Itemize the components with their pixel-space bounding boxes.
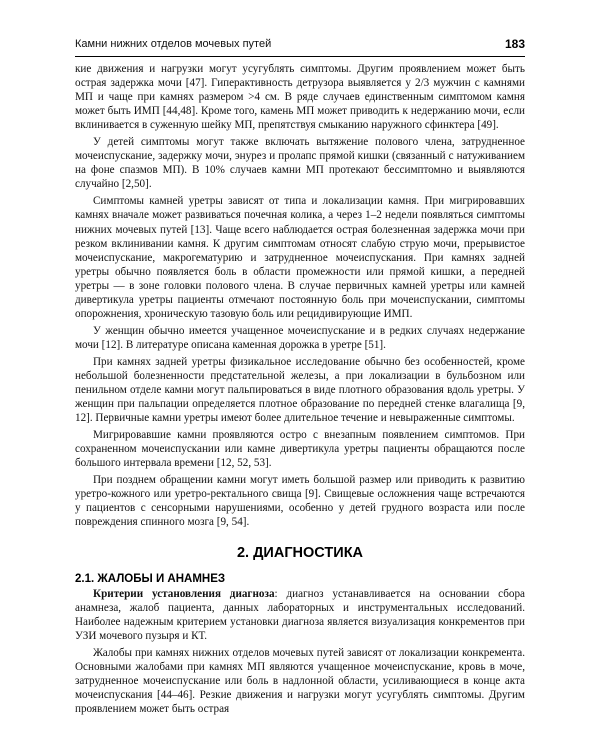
body-paragraph: При позднем обращении камни могут иметь большой размер или приводить к развитию уретро-кожного или уретро-ректального свища [9]. Свищевые осложнения чаще встречаются у пациентов с сенсорными нарушениями, особенно у детей грудного возраста или после повреждения спинного мозга [9, 54]. [75, 474, 525, 529]
body-paragraph: У детей симптомы могут также включать вытяжение полового члена, затрудненное мочеиспускание, задержку мочи, энурез и пролапс прямой кишки (связанный с натуживанием на фоне спазмов МП). В 10% случаев камни МП протекают бессимптомно и выявляются случайно [2,50]. [75, 136, 525, 191]
body-paragraph: У женщин обычно имеется учащенное мочеиспускание и в редких случаях недержание мочи [12]. В литературе описана каменная дорожка в уретре [51]. [75, 324, 525, 351]
page-number: 183 [504, 37, 525, 51]
running-header [75, 36, 525, 57]
section-heading: 2. ДИАГНОСТИКА [236, 544, 364, 561]
criteria-text: : диагноз устанавливается на основании сбора анамнеза, жалоб пациента, данных лабораторных и инструментальных исследований. Наиболее надежным критерием установки диагноза является визуализация конкрементов при УЗИ мочевого пузыря и КТ. [75, 587, 525, 642]
criteria-label: Критерии установления диагноза [93, 587, 275, 600]
criteria-paragraph [75, 587, 525, 643]
body-paragraph: Мигрировавшие камни проявляются остро с внезапным появлением симптомов. При сохраненном мочеиспускании или камне дивертикула уретры пациенты обращаются после большого интервала времени [12, 52, 53]. [75, 429, 525, 470]
body-paragraph: Жалобы при камнях нижних отделов мочевых путей зависят от локализации конкремента. Основными жалобами при камнях МП являются учащенное мочеиспускание, кровь в моче, затрудненное мочеиспускание или боль в надлонной области, усиливающиеся в конце акта мочеиспускания [44–46]. Резкие движения и нагрузки могут усугублять симптомы. Другим проявлением может быть острая [75, 646, 525, 715]
body-paragraph: кие движения и нагрузки могут усугублять симптомы. Другим проявлением может быть острая задержка мочи [47]. Гиперактивность детрузора выявляется у 2/3 мужчин с камнями МП и чаще при камнях размером >4 см. В ряде случаев единственным симптомом камня может быть ИМП [44,48]. Кроме того, камень МП может приводить к недержанию мочи, если вклинивается в суженную шейку МП, препятствуя смыканию наружного сфинктера [49]. [75, 63, 525, 132]
running-header-title: Камни нижних отделов мочевых путей [75, 38, 272, 50]
page-body [75, 62, 525, 716]
body-paragraph: При камнях задней уретры физикальное исследование обычно без особенностей, кроме небольшой болезненности предстательной железы, а при локализации в бульбозном или пенильном отделе камни могут пальпироваться в виде плотного образования вдоль уретры. У женщин при пальпации определяется плотное образование по передней стенке влагалища [9, 12]. Первичные камни уретры имеют более длительное течение и невыраженные симптомы. [75, 355, 525, 425]
subsection-heading: 2.1. ЖАЛОБЫ И АНАМНЕЗ [75, 572, 226, 585]
body-paragraph: Симптомы камней уретры зависят от типа и локализации камня. При мигрировавших камнях вначале может развиваться почечная колика, а через 1–2 недели появляться симптомы нижних мочевых путей [13]. Чаще всего наблюдается острая болезненная задержка мочи при резком вклинивании камня. К другим симптомам относят слабую струю мочи, прерывистое мочеиспускание, макрогематурию и затрудненное мочеиспускания. При камнях задней уретры обычно появляется боль в области промежности или прямой кишки, а передней уретры — в зоне головки полового члена. В случае первичных камней уретры или камней дивертикула уретры пациенты отмечают постоянную боль при мочеиспускании, симптомы опорожнения, хроническую тазовую боль или рецидивирующие ИМП. [75, 195, 525, 320]
